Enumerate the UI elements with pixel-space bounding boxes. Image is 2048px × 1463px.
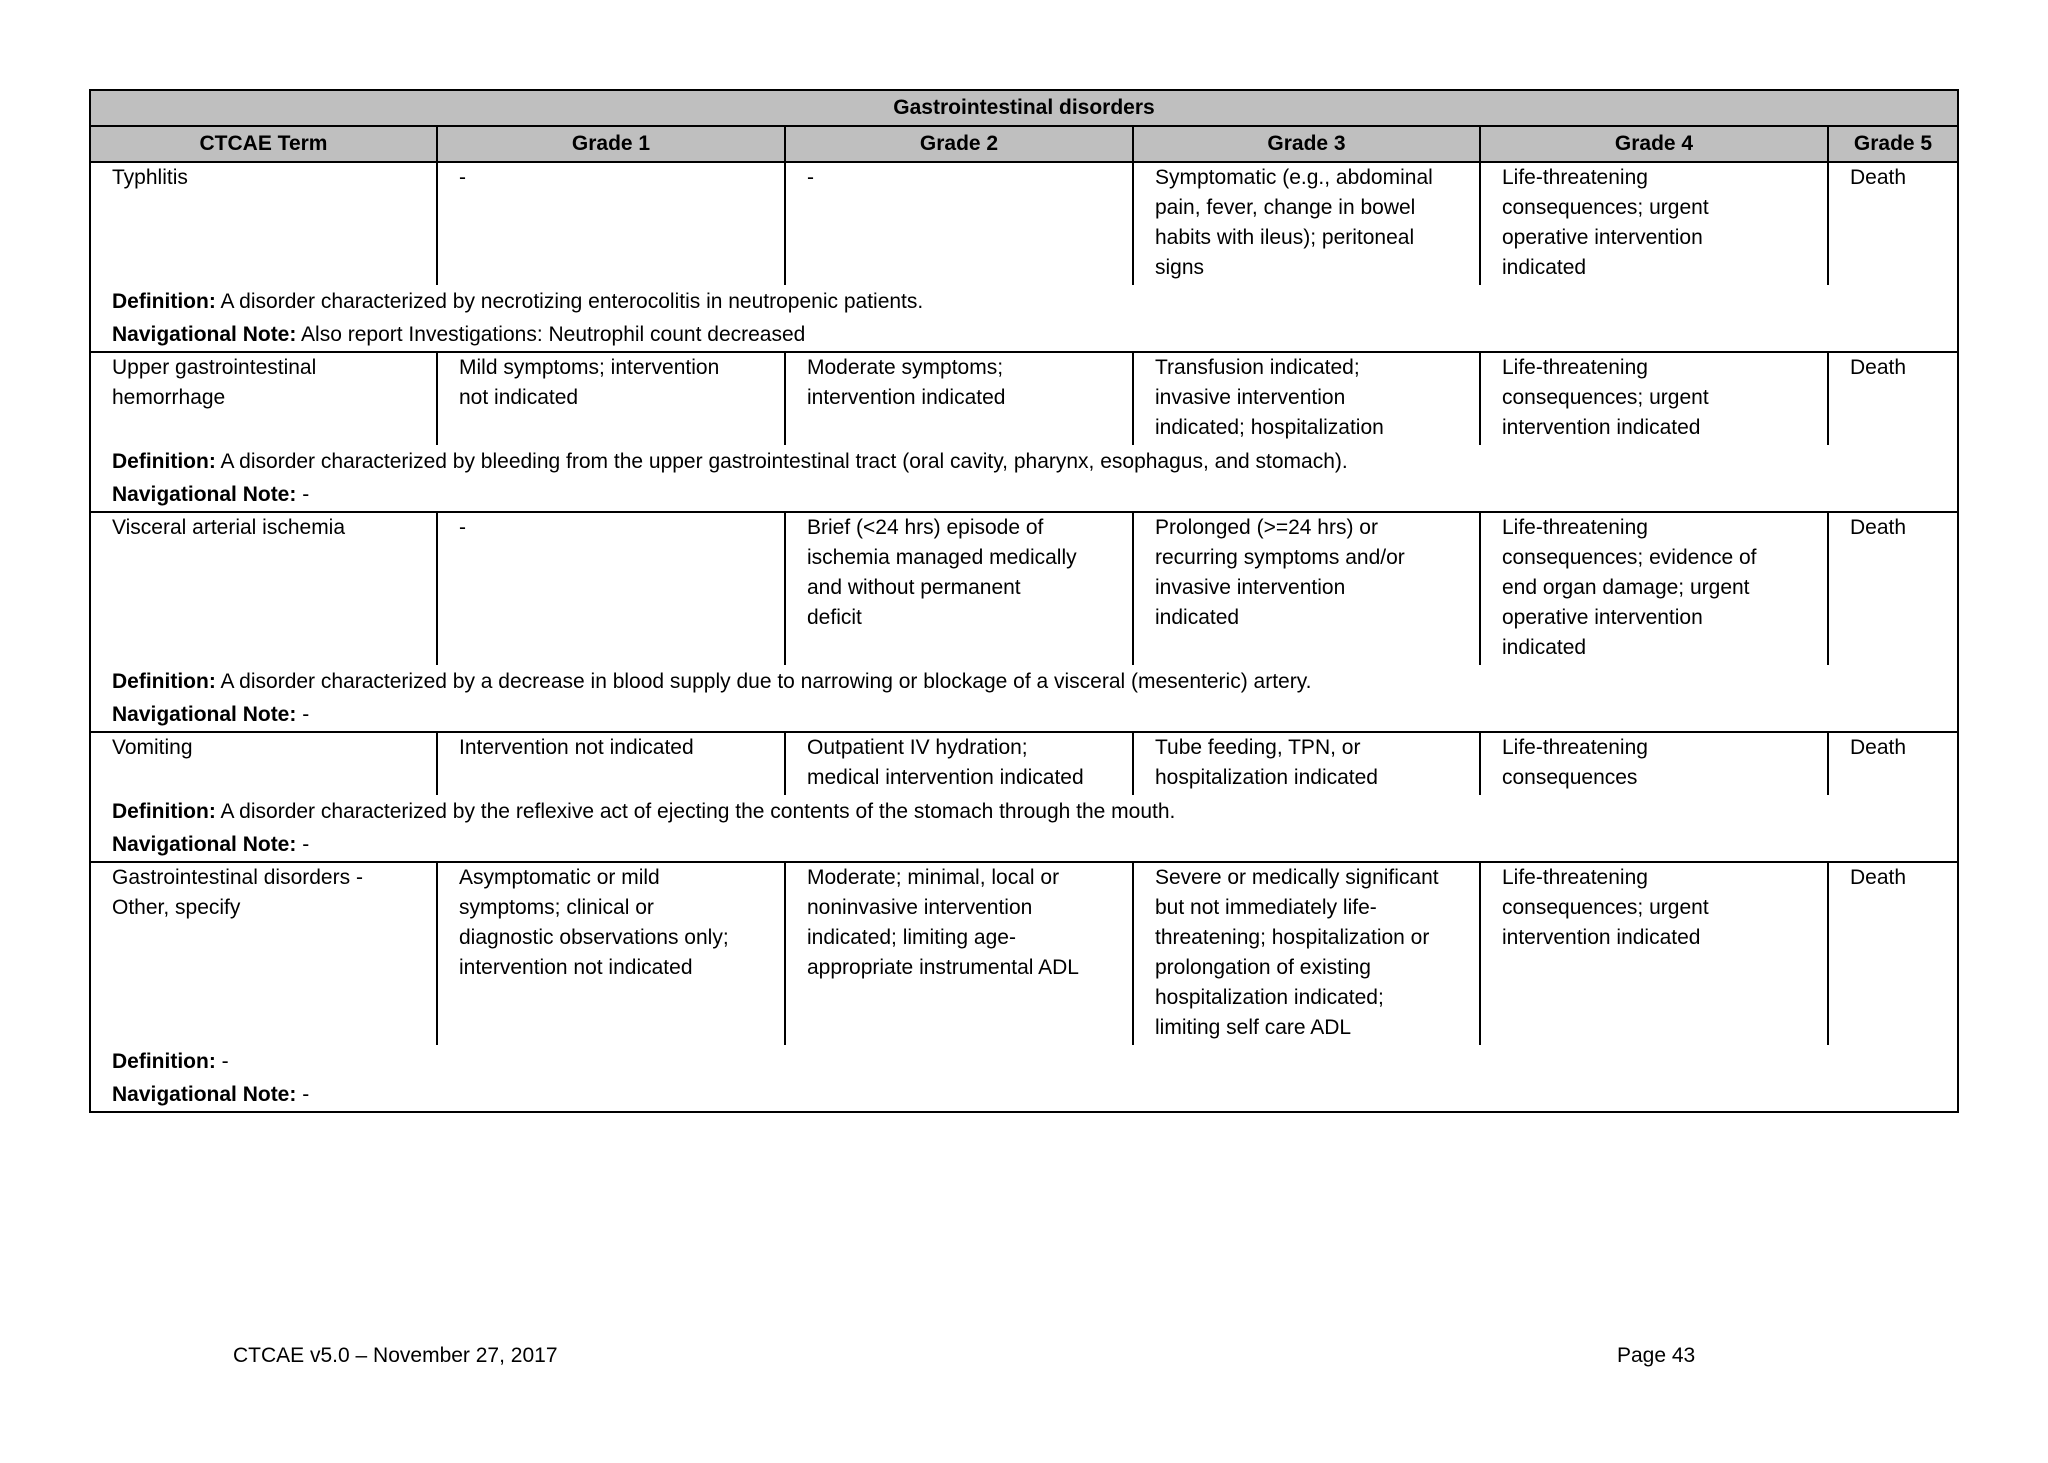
grade-1-cell: Intervention not indicated xyxy=(438,733,786,795)
footer-page-number: Page 43 xyxy=(1617,1344,1696,1367)
definition-text: A disorder characterized by bleeding from the upper gastrointestinal tract (oral cavity, pharynx, esophagus, and stomach). xyxy=(220,450,1348,473)
definition-line xyxy=(91,285,1957,319)
term-cell: Gastrointestinal disorders - Other, specify xyxy=(91,863,438,1045)
nav-note-text: - xyxy=(302,1083,310,1106)
grade-3-cell: Symptomatic (e.g., abdominal pain, fever, change in bowel habits with ileus); peritoneal signs xyxy=(1134,163,1481,285)
nav-note-text: - xyxy=(302,703,310,726)
nav-note-label: Navigational Note: xyxy=(112,483,297,506)
term-cell: Visceral arterial ischemia xyxy=(91,513,438,665)
grade-3-cell: Tube feeding, TPN, or hospitalization indicated xyxy=(1134,733,1481,795)
definition-label: Definition: xyxy=(112,1050,216,1073)
term-row-upper-gi-hemorrhage xyxy=(91,353,1957,513)
definition-text: A disorder characterized by the reflexive act of ejecting the contents of the stomach through the mouth. xyxy=(220,800,1176,823)
grade-1-cell: - xyxy=(438,163,786,285)
definition-label: Definition: xyxy=(112,670,216,693)
header-grade-3: Grade 3 xyxy=(1134,127,1481,161)
definition-label: Definition: xyxy=(112,800,216,823)
definition-line xyxy=(91,445,1957,479)
grade-1-cell: Asymptomatic or mild symptoms; clinical or diagnostic observations only; intervention not indicated xyxy=(438,863,786,1045)
nav-note-label: Navigational Note: xyxy=(112,1083,297,1106)
grade-3-cell: Severe or medically significant but not immediately life- threatening; hospitalization or prolongation of existing hospitalization indicated; limiting self care ADL xyxy=(1134,863,1481,1045)
term-cell: Typhlitis xyxy=(91,163,438,285)
grade-5-cell: Death xyxy=(1850,516,1907,539)
nav-note-text: - xyxy=(302,833,310,856)
grade-2-cell: Outpatient IV hydration; medical intervention indicated xyxy=(786,733,1134,795)
grade-5-cell: Death xyxy=(1850,866,1907,889)
grade-2-cell: Moderate; minimal, local or noninvasive intervention indicated; limiting age- appropriate instrumental ADL xyxy=(786,863,1134,1045)
definition-label: Definition: xyxy=(112,450,216,473)
table-title: Gastrointestinal disorders xyxy=(91,91,1957,127)
nav-note-label: Navigational Note: xyxy=(112,703,297,726)
nav-note-line xyxy=(91,479,1957,511)
nav-note-line xyxy=(91,699,1957,731)
grade-4-cell: Life-threatening consequences; urgent intervention indicated xyxy=(1481,863,1829,1045)
definition-text: A disorder characterized by a decrease in blood supply due to narrowing or blockage of a visceral (mesenteric) artery. xyxy=(220,670,1312,693)
grade-2-cell: - xyxy=(786,163,1134,285)
definition-line xyxy=(91,1045,1957,1079)
nav-note-label: Navigational Note: xyxy=(112,833,297,856)
ctcae-table xyxy=(89,89,1959,1113)
definition-text: A disorder characterized by necrotizing enterocolitis in neutropenic patients. xyxy=(220,290,924,313)
term-row-gi-other xyxy=(91,863,1957,1111)
footer-version: CTCAE v5.0 – November 27, 2017 xyxy=(233,1344,558,1367)
grade-5-cell: Death xyxy=(1850,736,1907,759)
header-ctcae-term: CTCAE Term xyxy=(91,127,438,161)
grade-1-cell: - xyxy=(438,513,786,665)
nav-note-text: Also report Investigations: Neutrophil count decreased xyxy=(301,323,806,346)
grade-4-cell: Life-threatening consequences xyxy=(1481,733,1829,795)
header-grade-2: Grade 2 xyxy=(786,127,1134,161)
grade-5-cell: Death xyxy=(1850,166,1907,189)
grade-2-cell: Moderate symptoms; intervention indicated xyxy=(786,353,1134,445)
grade-4-cell: Life-threatening consequences; urgent intervention indicated xyxy=(1481,353,1829,445)
term-row-typhlitis xyxy=(91,163,1957,353)
term-row-visceral-arterial-ischemia xyxy=(91,513,1957,733)
term-cell: Upper gastrointestinal hemorrhage xyxy=(91,353,438,445)
nav-note-label: Navigational Note: xyxy=(112,323,297,346)
header-grade-5: Grade 5 xyxy=(1853,132,1933,155)
nav-note-text: - xyxy=(302,483,310,506)
definition-label: Definition: xyxy=(112,290,216,313)
term-row-vomiting xyxy=(91,733,1957,863)
grade-2-cell: Brief (<24 hrs) episode of ischemia managed medically and without permanent deficit xyxy=(786,513,1134,665)
table-header-row xyxy=(91,127,1957,163)
nav-note-line xyxy=(91,829,1957,861)
grade-3-cell: Transfusion indicated; invasive intervention indicated; hospitalization xyxy=(1134,353,1481,445)
definition-line xyxy=(91,795,1957,829)
nav-note-line xyxy=(91,1079,1957,1111)
header-grade-1: Grade 1 xyxy=(438,127,786,161)
grade-1-cell: Mild symptoms; intervention not indicated xyxy=(438,353,786,445)
grade-5-cell: Death xyxy=(1850,356,1907,379)
grade-3-cell: Prolonged (>=24 hrs) or recurring symptoms and/or invasive intervention indicated xyxy=(1134,513,1481,665)
grade-4-cell: Life-threatening consequences; urgent operative intervention indicated xyxy=(1481,163,1829,285)
term-cell: Vomiting xyxy=(91,733,438,795)
nav-note-line xyxy=(91,319,1957,351)
grade-4-cell: Life-threatening consequences; evidence of end organ damage; urgent operative intervention indicated xyxy=(1481,513,1829,665)
header-grade-4: Grade 4 xyxy=(1481,127,1829,161)
definition-line xyxy=(91,665,1957,699)
definition-text: - xyxy=(221,1050,229,1073)
